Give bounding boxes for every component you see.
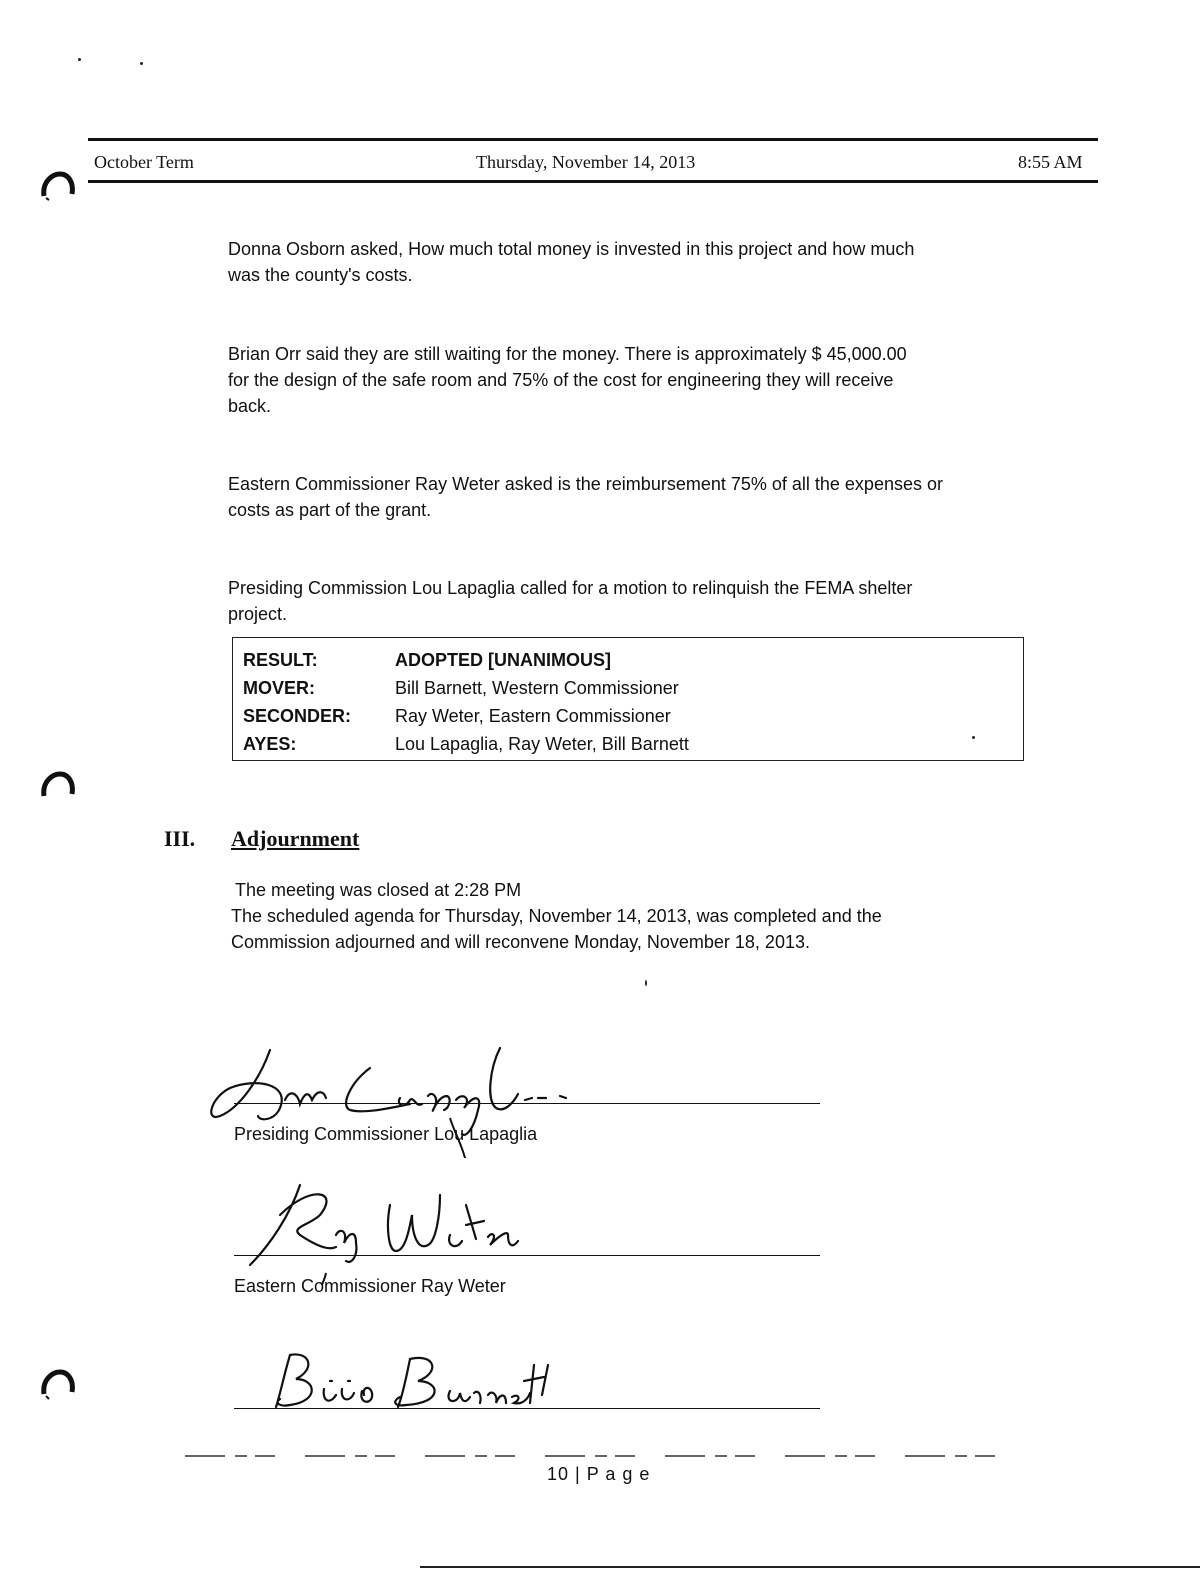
paragraph-line: Donna Osborn asked, How much total money is invested in this project and how much — [228, 239, 915, 259]
punch-hole-icon — [40, 770, 76, 804]
paragraph-line: Presiding Commission Lou Lapaglia called for a motion to relinquish the FEMA shelter — [228, 578, 913, 598]
signature-caption-weter: Eastern Commissioner Ray Weter — [234, 1276, 506, 1296]
scan-speck — [78, 58, 81, 61]
section-title: Adjournment — [231, 826, 360, 851]
mover-value: Bill Barnett, Western Commissioner — [395, 678, 679, 698]
paragraph-weter — [228, 471, 1038, 523]
signature-caption-lapaglia: Presiding Commissioner Lou Lapaglia — [234, 1124, 538, 1144]
signature-barnett — [260, 1345, 560, 1415]
ayes-row — [243, 730, 1013, 758]
seconder-row — [243, 702, 1013, 730]
ayes-value: Lou Lapaglia, Ray Weter, Bill Barnett — [395, 734, 689, 754]
header-rule-bottom — [88, 180, 1098, 183]
header-term: October Term — [94, 152, 194, 172]
paragraph-line: costs as part of the grant. — [228, 500, 432, 520]
page-number: 10 | P a g e — [547, 1464, 651, 1484]
paragraph-line: The scheduled agenda for Thursday, November 14, 2013, was completed and the — [231, 906, 882, 926]
result-value: ADOPTED [UNANIMOUS] — [395, 650, 611, 670]
motion-result-table — [232, 637, 1024, 761]
paragraph-line: back. — [228, 396, 272, 416]
seconder-value: Ray Weter, Eastern Commissioner — [395, 706, 671, 726]
mover-label: MOVER: — [243, 678, 315, 698]
paragraph-line: Brian Orr said they are still waiting for the money. There is approximately $ 45,000.00 — [228, 344, 907, 364]
paragraph-lapaglia — [228, 575, 1038, 627]
adjournment-text — [231, 877, 1041, 955]
paragraph-line: for the design of the safe room and 75% of the cost for engineering they will receive — [228, 370, 894, 390]
paragraph-orr — [228, 341, 1038, 419]
scan-edge-rule — [420, 1566, 1200, 1568]
signature-line — [234, 1103, 820, 1104]
paragraph-line: was the county's costs. — [228, 265, 413, 285]
mover-row — [243, 674, 1013, 702]
paragraph-osborn — [228, 236, 1038, 288]
header-time: 8:55 AM — [1018, 152, 1083, 172]
paragraph-line: The meeting was closed at 2:28 PM — [235, 880, 522, 900]
signature-line — [234, 1255, 820, 1256]
signature-line — [234, 1408, 820, 1409]
header-rule-top — [88, 138, 1098, 141]
punch-hole-icon — [40, 1368, 76, 1402]
punch-hole-icon — [40, 170, 76, 204]
header-date: Thursday, November 14, 2013 — [476, 152, 696, 172]
scan-speck — [645, 980, 647, 986]
signature-weter — [240, 1165, 560, 1285]
result-label: RESULT: — [243, 650, 318, 670]
seconder-label: SECONDER: — [243, 706, 352, 726]
paragraph-line: Eastern Commissioner Ray Weter asked is the reimbursement 75% of all the expenses or — [228, 474, 943, 494]
paragraph-line: Commission adjourned and will reconvene Monday, November 18, 2013. — [231, 932, 810, 952]
footer-dashed-rule — [185, 1454, 1025, 1458]
section-number: III. — [164, 826, 196, 851]
paragraph-line: project. — [228, 604, 288, 624]
ayes-label: AYES: — [243, 734, 297, 754]
scan-speck — [140, 62, 143, 65]
result-row — [243, 646, 1013, 674]
